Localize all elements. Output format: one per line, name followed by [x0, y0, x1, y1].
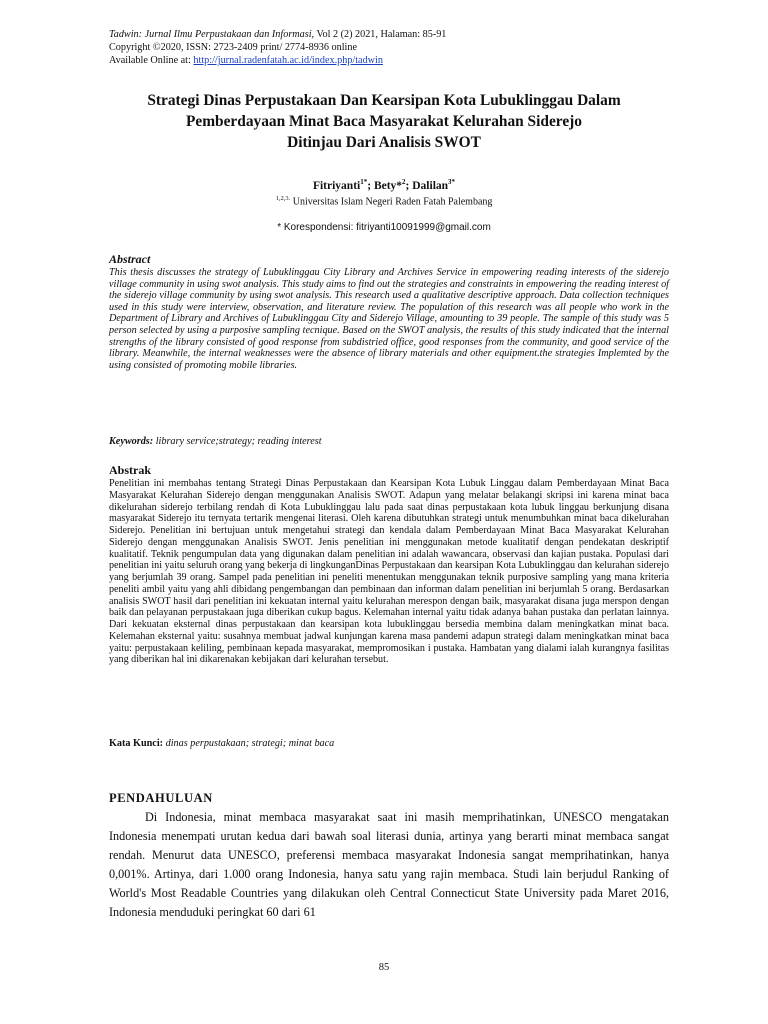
keywords-english	[109, 436, 669, 447]
available-label: Available Online at:	[109, 55, 194, 67]
journal-header	[109, 28, 669, 68]
title-line-3: Ditinjau Dari Analisis SWOT	[287, 134, 481, 151]
paper-title	[80, 90, 688, 153]
author-1-mark: 1*	[360, 178, 368, 186]
author-3-mark: 3*	[448, 178, 456, 186]
abstrak-heading: Abstrak	[109, 463, 152, 477]
abstract-heading: Abstract	[109, 252, 151, 266]
keywords-label: Keywords:	[109, 436, 154, 447]
kata-kunci	[109, 738, 669, 749]
copyright-line: Copyright ©2020, ISSN: 2723-2409 print/ 2774-8936 online	[109, 42, 357, 54]
author-2: ; Bety*	[367, 179, 403, 192]
journal-name: Tadwin: Jurnal Ilmu Perpustakaan dan Informasi,	[109, 29, 315, 40]
journal-url-link[interactable]: http://jurnal.radenfatah.ac.id/index.php/tadwin	[193, 55, 383, 67]
intro-paragraph	[109, 808, 669, 922]
page-number: 85	[378, 962, 390, 973]
affiliation-text: Universitas Islam Negeri Raden Fatah Palembang	[290, 196, 493, 208]
title-line-1: Strategi Dinas Perpustakaan Dan Kearsipan Kota Lubuklinggau Dalam	[147, 92, 621, 109]
journal-issue: Vol 2 (2) 2021, Halaman: 85-91	[314, 29, 447, 40]
affiliation-mark: 1,2,3.	[275, 195, 291, 202]
abstract-english-text: This thesis discusses the strategy of Lubuklinggau City Library and Archives Service in empowering reading interests of the siderejo village community in using swot analysis. This study aims to find out the strategies and constraints in empowering the reading interest of the siderejo village community by using swot analysis. This research used a qualitative descriptive approach. Data collection techniques used in this study were interview, observation, and literature review. The population of this research was all people who work in the Department of Library and Archives of Lubuklinggau City and Siderejo Village, amounting to 39 people. The sample of this study was 5 person selected by using a purposive sampling tecnique. Based on the SWOT analysis, the results of this study indicated that the internal strengths of the library consisted of good response from subdistried office, good responses from the community, and good service of the library. Meanwhile, the internal weaknesses were the absence of library materials and other equipment.the strategies Implemted by the using consisted of promoting mobile libraries.	[109, 267, 669, 371]
affiliation	[0, 195, 768, 207]
title-line-2: Pemberdayaan Minat Baca Masyarakat Kelurahan Siderejo	[185, 113, 582, 130]
section-heading-pendahuluan: PENDAHULUAN	[109, 791, 213, 805]
kata-kunci-values: dinas perpustakaan; strategi; minat baca	[163, 738, 335, 749]
journal-citation	[109, 28, 669, 41]
author-2-mark: 2	[402, 178, 406, 186]
abstrak-indonesian-text: Penelitian ini membahas tentang Strategi Dinas Perpustakaan dan Kearsipan Kota Lubuk Linggau dalam Pemberdayaan Minat Baca Masyarakat Kelurahan Siderejo dengan menggunakan Analisis SWOT. Adapun yang melatar belakangi skripsi ini karena minat baca dikelurahan siderejo terbilang rendah di Kota Lubuklinggau lalu pada saat dinas perpustakaan kota lubuk linggau berkunjung disana masyarakat Siderejo itu ternyata tertarik mengenai literasi. Oleh karena dibutuhkan strategi untuk menumbuhkan minat baca dikelurahan Siderejo. Penelitian ini bertujuan untuk mengetahui strategi dan kendala dalam Pemberdayaan Minat Baca Masyarakat Kelurahan Siderejo dengan menggunakan Analisis SWOT. Jenis penelitian ini menggunakan metode kualitatif dengan pendekatan deskriptif kualitatif. Teknik pengumpulan data yang digunakan dalam penelitian ini adalah wawancara, observasi dan kajian pustaka. Populasi dari penelitian ini yaitu seluruh orang yang bekerja di lingkunganDinas Perpustakaan dan kearsipan Kota Lubuklinggau dan kelurahan siderejo yang berjumlah 39 orang. Sampel pada penelitian ini peneliti menentukan menggunakan teknik purposive sampling yang mana kriteria peneliti ambil yaitu yang ahli dibidang pengembangan dan pembinaan dan informan dalam penelitian ini berjumlah 5 orang. Berdasarkan analisis SWOT hasil dari penelitian ini kekuatan internal yaitu kelurahan merespon dengan baik, masyarakat disana juga merspon dengan baik dan pelayanan perpustakaan juga diberikan cukup bagus. Kelemahan internal yaitu tidak adanya bahan pustaka dan perlatan lainnya. Dari kekuatan eksternal dinas perpustakaan dan kearsipan kota lubuklinggau bersedia membina dalam meningkatkan minat baca. Kelemahan eksternal yaitu: susahnya membuat jadwal kunjungan karena masa pandemi adapun strategi dalam meningkatkan minat baca yaitu: perpustakaan keliling, pembinaan kepada masyarakat, mempromosikan i pustaka. Hambatan yang dialami ialah kurangnya fasilitas yang diberikan hal ini dikarenakan kebijakan dari kelurahan tersebut.	[109, 478, 669, 666]
kata-kunci-label: Kata Kunci:	[109, 738, 164, 749]
author-3: ; Dalilan	[405, 179, 449, 192]
intro-text: Di Indonesia, minat membaca masyarakat saat ini masih memprihatinkan, UNESCO mengatakan Indonesia menempati urutan kedua dari bawah soal literasi dunia, artinya yang berarti minat membaca sangat rendah. Menurut data UNESCO, preferensi membaca masyarakat Indonesia sangat memprihatinkan, hanya 0,001%. Artinya, dari 1.000 orang Indonesia, hanya satu yang rajin membaca. Studi lain berjudul Ranking of World's Most Readable Countries yang dilakukan oleh Central Connecticut State University pada Maret 2016, Indonesia menduduki peringkat 60 dari 61	[109, 810, 669, 919]
availability-line	[109, 54, 669, 67]
correspondence: * Korespondensi: fitriyanti10091999@gmail.com	[277, 222, 491, 233]
author-1: Fitriyanti	[312, 179, 361, 192]
keywords-values: library service;strategy; reading interest	[153, 436, 322, 447]
author-list	[0, 178, 768, 192]
